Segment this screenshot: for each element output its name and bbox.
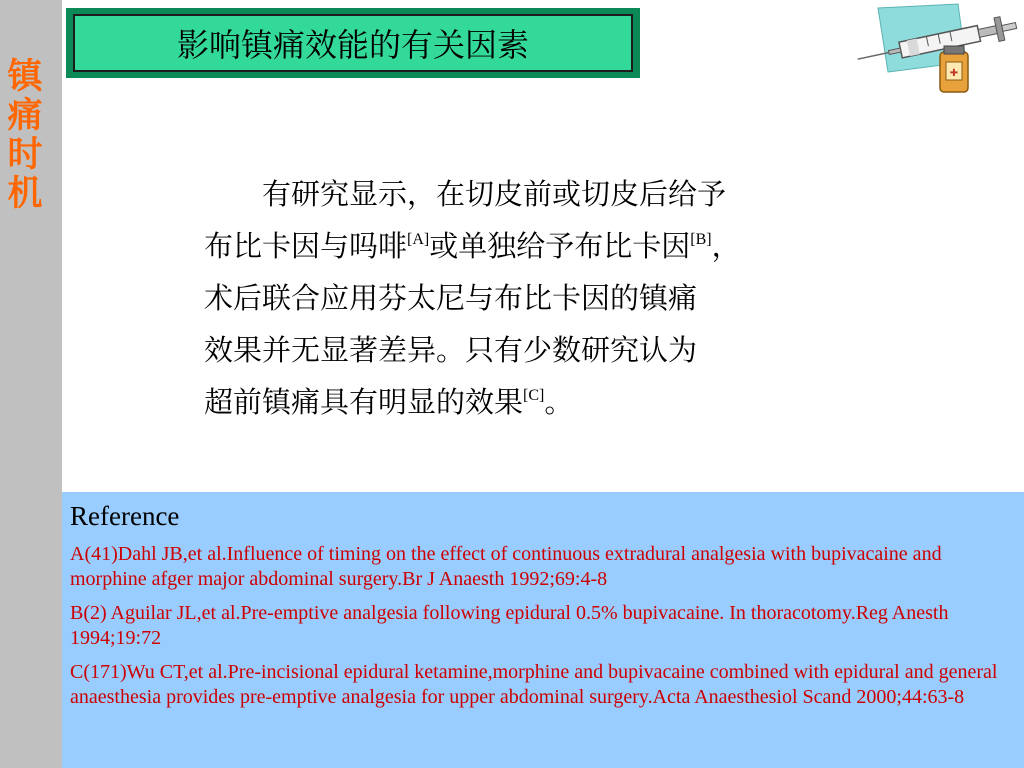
citation-b: [B]: [690, 231, 712, 248]
svg-text:✚: ✚: [949, 68, 959, 79]
body-text-segment: 效果并无显著差异。只有少数研究认为: [204, 333, 698, 367]
citation-c: [C]: [523, 387, 545, 404]
reference-panel: [62, 492, 1024, 768]
body-line: [204, 376, 964, 428]
sidebar-title: [0, 58, 50, 214]
body-line: [204, 168, 964, 220]
body-text-segment: 术后联合应用芬太尼与布比卡因的镇痛: [204, 281, 698, 315]
reference-item-a: A(41)Dahl JB,et al.Influence of timing on the effect of continuous extradural analgesia with bupivacaine and morphine afger major abdominal surgery.Br J Anaesth 1992;69:4-8: [70, 543, 942, 590]
body-paragraph: [204, 168, 964, 428]
sidebar-title-char: 机: [7, 174, 43, 214]
title-box: [66, 8, 640, 78]
body-line: [204, 272, 964, 324]
page-title: 影响镇痛效能的有关因素: [73, 14, 633, 72]
sidebar-title-char: 痛: [7, 96, 43, 136]
body-text-segment: ，: [711, 229, 741, 263]
reference-item-c: C(171)Wu CT,et al.Pre-incisional epidural ketamine,morphine and bupivacaine combined with epidural and general anaesthesia provides pre-emptive analgesia for upper abdominal surgery.Acta Anaesthesiol Scand 2000;44:63-8: [70, 661, 998, 708]
body-text-segment: 有研究显示，在切皮前或切皮后给予: [262, 177, 727, 211]
body-text-segment: 超前镇痛具有明显的效果: [204, 385, 524, 419]
body-text-segment: 。: [544, 385, 574, 419]
syringe-vial-icon: [848, 2, 1024, 102]
sidebar: [0, 0, 62, 768]
citation-a: [A]: [407, 231, 430, 248]
sidebar-title-char: 镇: [7, 57, 43, 97]
body-line: [204, 220, 964, 272]
reference-item-b: B(2) Aguilar JL,et al.Pre-emptive analgesia following epidural 0.5% bupivacaine. In thoracotomy.Reg Anesth 1994;19:72: [70, 602, 949, 649]
body-line: [204, 324, 964, 376]
reference-heading: Reference: [70, 501, 180, 531]
sidebar-title-char: 时: [7, 135, 43, 175]
body-text-segment: 或单独给予布比卡因: [429, 229, 691, 263]
body-text-segment: 布比卡因与吗啡: [204, 229, 408, 263]
